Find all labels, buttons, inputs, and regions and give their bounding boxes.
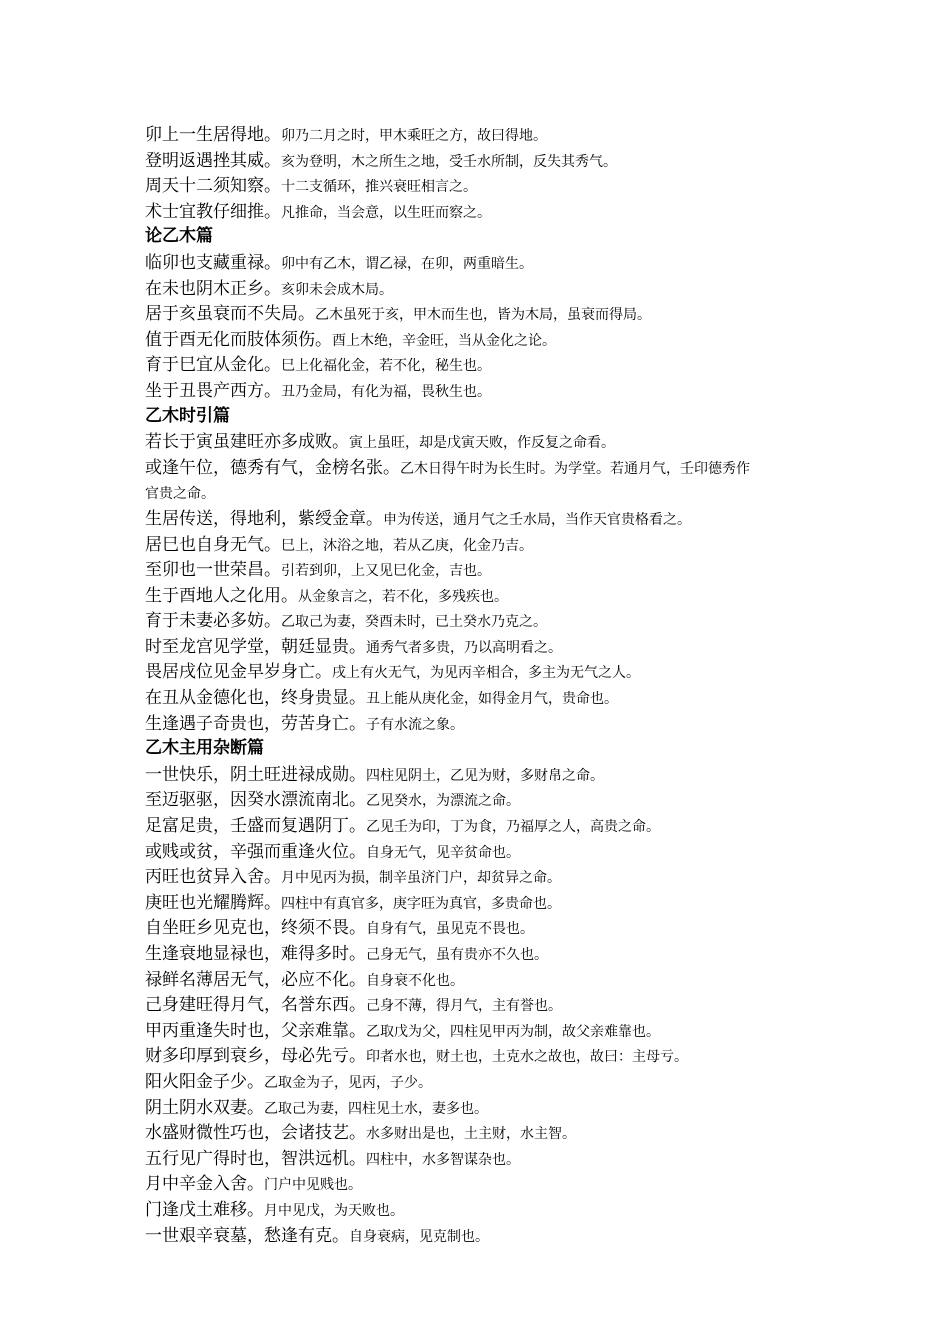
verse-line (145, 1223, 815, 1249)
commentary-text: 引若到卯，上又见巳化金，吉也。 (281, 563, 491, 580)
verse-text: 生逢衰地显禄也，难得多时。 (145, 944, 366, 964)
commentary-text: 凡推命，当会意，以生旺而察之。 (281, 204, 491, 221)
section-heading: 乙木主用杂断篇 (145, 738, 264, 759)
verse-text: 周天十二须知察。 (145, 176, 281, 197)
verse-line (145, 813, 815, 839)
verse-line (145, 992, 815, 1018)
verse-line (145, 967, 815, 993)
verse-text: 生居传送，得地利，紫绶金章。 (145, 508, 383, 529)
verse-text: 时至龙宫见学堂，朝廷显贵。 (145, 636, 366, 657)
verse-line (145, 327, 815, 353)
commentary-text: 门户中见贱也。 (264, 1177, 362, 1194)
verse-text: 庚旺也光耀腾辉。 (145, 892, 281, 913)
verse-line (145, 148, 815, 174)
verse-line (145, 864, 815, 890)
commentary-text: 印者水也，财土也，土克水之故也，故曰：主母亏。 (366, 1049, 688, 1066)
commentary-text: 月中见丙为损，制辛虽济门户，却贫异之命。 (281, 870, 561, 887)
verse-line (145, 378, 815, 404)
verse-text: 甲丙重逢失时也，父亲难靠。 (145, 1020, 366, 1041)
verse-line (145, 1095, 815, 1121)
commentary-text: 卯中有乙木，谓乙禄，在卯，两重暗生。 (281, 255, 533, 272)
commentary-text: 丑上能从庚化金，如得金月气，贵命也。 (366, 691, 618, 708)
verse-line (145, 276, 815, 302)
verse-text: 在丑从金德化也，终身贵显。 (145, 688, 366, 709)
verse-text: 或逢午位，德秀有气，金榜名张。 (145, 457, 400, 478)
verse-line (145, 506, 815, 532)
verse-text: 财多印厚到衰乡，母必先亏。 (145, 1046, 366, 1067)
commentary-text: 寅上虽旺，却是戊寅天败，作反复之命看。 (349, 435, 615, 452)
commentary-text: 卯乃二月之时，甲木乘旺之方，故曰得地。 (281, 128, 547, 144)
commentary-text: 乙木虽死于亥，甲木而生也，皆为木局，虽衰而得局。 (315, 307, 651, 324)
verse-line (145, 583, 815, 609)
verse-line (145, 890, 815, 916)
commentary-text: 乙取己为妻，四柱见土水，妻多也。 (264, 1100, 488, 1117)
verse-line (145, 301, 815, 327)
verse-text: 足富足贵，壬盛而复遇阴丁。 (145, 816, 366, 837)
verse-line (145, 787, 815, 813)
verse-line (145, 634, 815, 660)
verse-line (145, 352, 815, 378)
verse-line (145, 455, 815, 481)
verse-text: 术士宜教仔细推。 (145, 201, 281, 222)
verse-line (145, 429, 815, 455)
verse-text: 禄鲜名薄居无气，必应不化。 (145, 969, 366, 990)
verse-line (145, 1171, 815, 1197)
verse-line (145, 659, 815, 685)
verse-line (145, 1146, 815, 1172)
commentary-text: 自身有气，虽见克不畏也。 (366, 921, 534, 938)
verse-line (145, 762, 815, 788)
verse-text: 生于酉地人之化用。 (145, 585, 298, 606)
verse-line (145, 532, 815, 558)
verse-line (145, 173, 815, 199)
verse-line (145, 685, 815, 711)
verse-line (145, 711, 815, 737)
commentary-text: 乙木日得午时为长生时。为学堂。若通月气，壬印德秀作 (400, 460, 750, 477)
verse-text: 月中辛金入舍。 (145, 1174, 264, 1195)
commentary-text: 十二支循环，推兴衰旺相言之。 (281, 179, 477, 196)
verse-text: 卯上一生居得地。 (145, 125, 281, 145)
commentary-text: 戌上有火无气，为见丙辛相合，多主为无气之人。 (332, 665, 640, 682)
commentary-text: 从金象言之，若不化，多残疾也。 (298, 588, 508, 605)
verse-text: 至卯也一世荣昌。 (145, 560, 281, 581)
verse-text: 自坐旺乡见克也，终须不畏。 (145, 918, 366, 939)
verse-text: 居巳也自身无气。 (145, 534, 281, 555)
verse-text: 若长于寅虽建旺亦多成败。 (145, 432, 349, 453)
verse-line (145, 1120, 815, 1146)
commentary-text: 乙取金为子，见丙，子少。 (264, 1074, 432, 1091)
verse-text: 生逢遇子奇贵也，劳苦身亡。 (145, 713, 366, 734)
verse-text: 坐于丑畏产西方。 (145, 380, 281, 401)
commentary-text: 亥卯未会成木局。 (281, 281, 393, 298)
commentary-text: 乙见癸水，为漂流之命。 (366, 793, 520, 810)
verse-line (145, 199, 815, 225)
commentary-text: 官贵之命。 (145, 486, 215, 503)
verse-line (145, 122, 815, 148)
commentary-text: 亥为登明，木之所生之地，受壬水所制，反失其秀气。 (281, 153, 617, 170)
verse-line (145, 1069, 815, 1095)
commentary-text: 通秀气者多贵，乃以高明看之。 (366, 639, 562, 656)
verse-text: 畏居戌位见金早岁身亡。 (145, 662, 332, 683)
verse-text: 五行见广得时也，智洪远机。 (145, 1148, 366, 1169)
commentary-text: 己身无气，虽有贵亦不久也。 (366, 947, 548, 963)
verse-text: 阴土阴水双妻。 (145, 1097, 264, 1118)
verse-text: 水盛财微性巧也，会诸技艺。 (145, 1123, 366, 1144)
verse-line (145, 250, 815, 276)
commentary-text: 乙见壬为印，丁为食，乃福厚之人，高贵之命。 (366, 819, 660, 836)
commentary-text: 自身衰不化也。 (366, 972, 464, 989)
commentary-text: 月中见戊，为天败也。 (264, 1202, 404, 1219)
verse-text: 育于未妻必多妨。 (145, 611, 281, 632)
commentary-continuation (145, 480, 815, 506)
verse-text: 己身建旺得月气，名誉东西。 (145, 995, 366, 1016)
verse-line (145, 608, 815, 634)
verse-text: 一世艰辛衰墓，愁逢有克。 (145, 1225, 349, 1246)
verse-text: 至迈驱驱，因癸水漂流南北。 (145, 790, 366, 811)
verse-line (145, 1043, 815, 1069)
verse-line (145, 941, 815, 967)
commentary-text: 巳上，沐浴之地，若从乙庚，化金乃吉。 (281, 537, 533, 554)
commentary-text: 巳上化福化金，若不化，秘生也。 (281, 358, 491, 375)
commentary-text: 酉上木绝，辛金旺，当从金化之论。 (332, 332, 556, 349)
verse-text: 丙旺也贫异入舍。 (145, 867, 281, 888)
commentary-text: 乙取己为妻，癸酉未时，已土癸水乃克之。 (281, 614, 547, 631)
verse-text: 登明返遇挫其威。 (145, 150, 281, 171)
verse-text: 门逢戊土难移。 (145, 1199, 264, 1220)
document-page (145, 122, 815, 1248)
verse-line (145, 1018, 815, 1044)
commentary-text: 四柱见阴土，乙见为财，多财帛之命。 (366, 767, 604, 784)
verse-line (145, 1197, 815, 1223)
commentary-text: 申为传送，通月气之壬水局，当作天官贵格看之。 (383, 511, 691, 528)
verse-line (145, 839, 815, 865)
verse-line (145, 915, 815, 941)
section-heading: 论乙木篇 (145, 226, 213, 247)
commentary-text: 己身不薄，得月气，主有誉也。 (366, 998, 562, 1015)
commentary-text: 四柱中，水多智谋杂也。 (366, 1151, 520, 1168)
verse-text: 育于巳宜从金化。 (145, 355, 281, 376)
commentary-text: 自身衰病，见克制也。 (349, 1228, 489, 1245)
commentary-text: 丑乃金局，有化为福，畏秋生也。 (281, 383, 491, 400)
verse-text: 一世快乐，阴土旺进禄成勋。 (145, 764, 366, 785)
verse-line (145, 557, 815, 583)
commentary-text: 四柱中有真官多，庚字旺为真官，多贵命也。 (281, 895, 561, 912)
commentary-text: 子有水流之象。 (366, 716, 464, 733)
verse-text: 阳火阳金子少。 (145, 1071, 264, 1092)
verse-text: 居于亥虽衰而不失局。 (145, 304, 315, 325)
verse-text: 临卯也支藏重禄。 (145, 252, 281, 273)
commentary-text: 乙取戊为父，四柱见甲丙为制，故父亲难靠也。 (366, 1023, 660, 1040)
commentary-text: 自身无气，见辛贫命也。 (366, 844, 520, 861)
verse-text: 或贱或贫，辛强而重逢火位。 (145, 841, 366, 862)
commentary-text: 水多财出是也，土主财，水主智。 (366, 1126, 576, 1143)
verse-text: 在未也阴木正乡。 (145, 278, 281, 299)
section-heading: 乙木时引篇 (145, 405, 230, 426)
verse-text: 值于酉无化而肢体须伤。 (145, 329, 332, 350)
